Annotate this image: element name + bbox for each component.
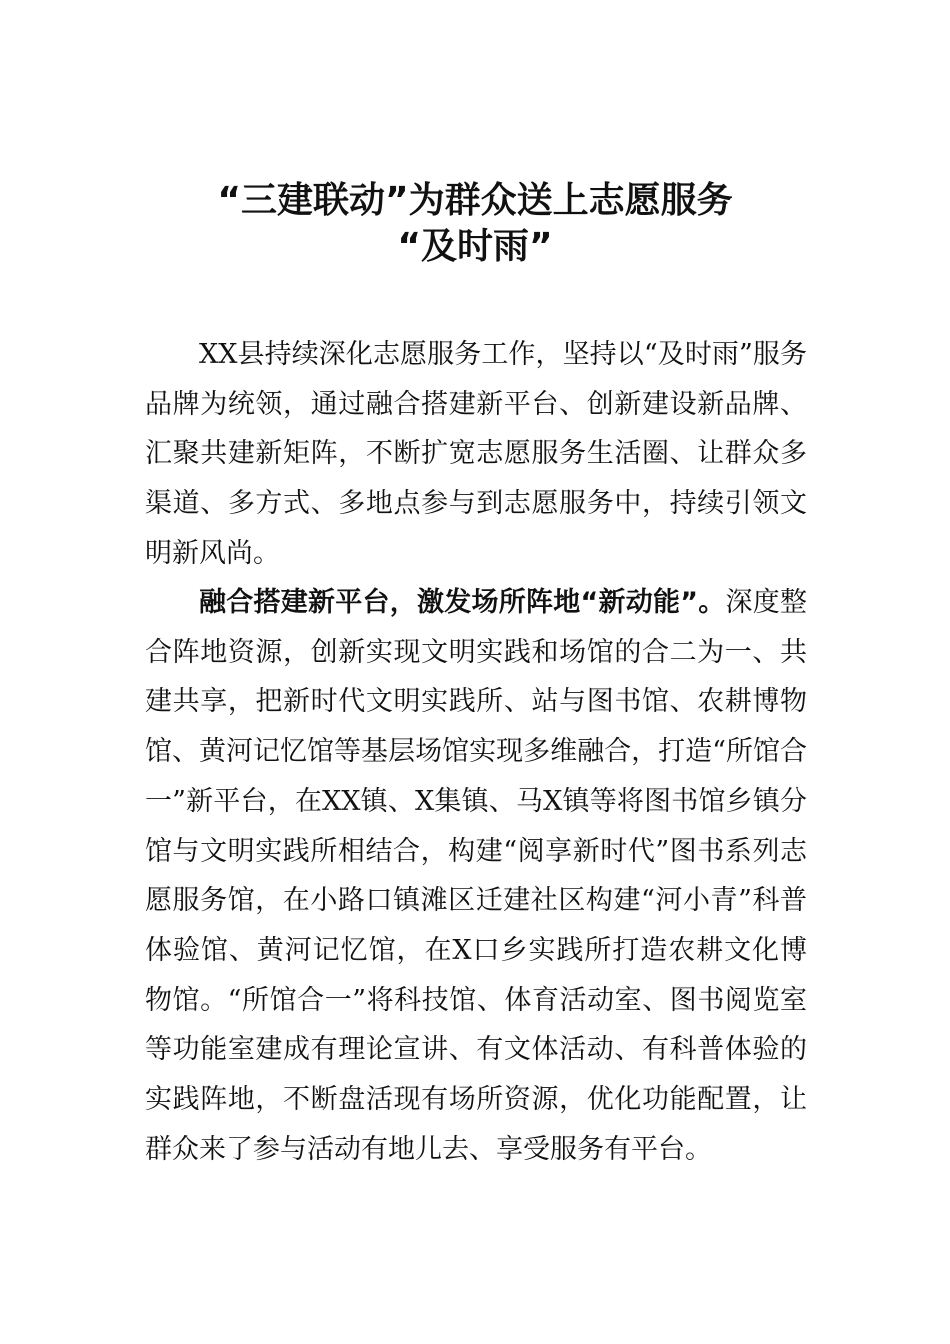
paragraph-2-lead-heading: 融合搭建新平台，激发场所阵地“新动能”。: [199, 587, 726, 618]
body-paragraph-2: [145, 578, 807, 1174]
paragraph-2-text: 深度整合阵地资源，创新实现文明实践和场馆的合二为一、共建共享，把新时代文明实践所、站与图书馆、农耕博物馆、黄河记忆馆等基层场馆实现多维融合，打造“所馆合一”新平台，在XX镇、X集镇、马X镇等将图书馆乡镇分馆与文明实践所相结合，构建“阅享新时代”图书系列志愿服务馆，在小路口镇滩区迁建社区构建“河小青”科普体验馆、黄河记忆馆，在X口乡实践所打造农耕文化博物馆。“所馆合一”将科技馆、体育活动室、图书阅览室等功能室建成有理论宣讲、有文体活动、有科普体验的实践阵地，不断盘活现有场所资源，优化功能配置，让群众来了参与活动有地儿去、享受服务有平台。: [145, 587, 807, 1165]
body-paragraph-1: XX县持续深化志愿服务工作，坚持以“及时雨”服务品牌为统领，通过融合搭建新平台、创新建设新品牌、汇聚共建新矩阵，不断扩宽志愿服务生活圈、让群众多渠道、多方式、多地点参与到志愿服务中，持续引领文明新风尚。: [145, 339, 807, 569]
document-title-line-1: “三建联动”为群众送上志愿服务: [217, 180, 733, 221]
document-title-line-2: “及时雨”: [397, 226, 553, 267]
